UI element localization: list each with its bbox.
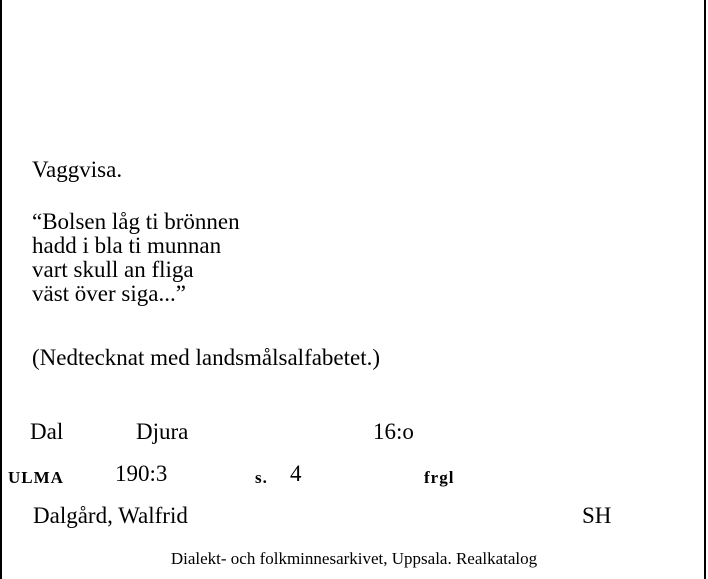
record-code: 16:o (373, 419, 414, 444)
verse-line: hadd i bla ti munnan (32, 233, 222, 258)
transcription-note: (Nedtecknat med landsmålsalfabetet.) (32, 345, 381, 370)
verse-line: väst över siga...” (32, 281, 186, 306)
card-heading: Vaggvisa. (32, 157, 123, 182)
page-label: s. (255, 468, 268, 487)
archive-label: ULMA (8, 468, 64, 487)
category-label: frgl (424, 468, 455, 487)
verse-line: “Bolsen låg ti brönnen (32, 209, 240, 234)
verse-line: vart skull an fliga (32, 257, 194, 282)
socken-label: Djura (136, 419, 189, 444)
page-number: 4 (290, 461, 302, 486)
card-right-border (704, 0, 706, 579)
landskap-label: Dal (30, 419, 64, 444)
archive-footer: Dialekt- och folkminnesarkivet, Uppsala. Realkatalog (170, 549, 538, 568)
card-left-border (0, 0, 2, 579)
recorder-initials: SH (582, 503, 612, 528)
archive-number: 190:3 (115, 461, 168, 486)
verse-block (32, 210, 240, 306)
informant-name: Dalgård, Walfrid (33, 503, 188, 528)
